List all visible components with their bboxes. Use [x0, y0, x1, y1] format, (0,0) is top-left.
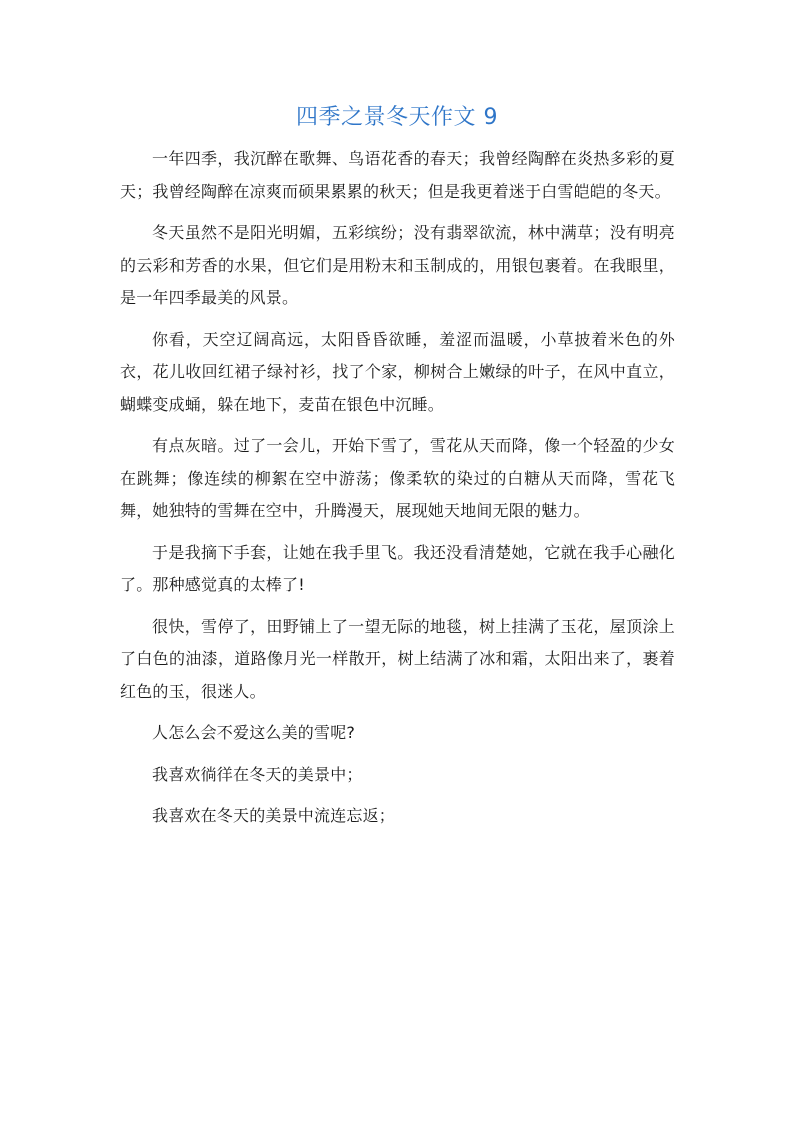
paragraph: 我喜欢徜徉在冬天的美景中； [152, 764, 363, 784]
paragraph: 一年四季，我沉醉在歌舞、鸟语花香的春天；我曾经陶醉在炎热多彩的夏天；我曾经陶醉在凉爽而硕果累累的秋天；但是我更着迷于白雪皑皑的冬天。 [120, 149, 675, 201]
document-body [120, 143, 675, 842]
paragraph: 有点灰暗。过了一会儿，开始下雪了，雪花从天而降，像一个轻盈的少女在跳舞；像连续的柳絮在空中游荡；像柔软的染过的白糖从天而降，雪花飞舞，她独特的雪舞在空中，升腾漫天，展现她天地间无限的魅力。 [120, 436, 675, 520]
paragraph: 我喜欢在冬天的美景中流连忘返； [152, 806, 396, 825]
paragraph: 很快，雪停了，田野铺上了一望无际的地毯，树上挂满了玉花，屋顶涂上了白色的油漆，道路像月光一样散开，树上结满了冰和霜，太阳出来了，裹着红色的玉，很迷人。 [120, 616, 675, 701]
paragraph: 于是我摘下手套，让她在我手里飞。我还没看清楚她，它就在我手心融化了。那种感觉真的太棒了! [120, 542, 675, 594]
paragraph: 人怎么会不爱这么美的雪呢? [152, 723, 356, 742]
document-title: 四季之景冬天作文 9 [296, 105, 498, 130]
paragraph: 冬天虽然不是阳光明媚，五彩缤纷；没有翡翠欲流，林中满草；没有明亮的云彩和芳香的水果，但它们是用粉末和玉制成的，用银包裹着。在我眼里，是一年四季最美的风景。 [120, 223, 675, 307]
paragraph: 你看，天空辽阔高远，太阳昏昏欲睡，羞涩而温暖，小草披着米色的外衣，花儿收回红裙子绿衬衫，找了个家，柳树合上嫩绿的叶子，在风中直立，蝴蝶变成蛹，躲在地下，麦苗在银色中沉睡。 [120, 329, 675, 414]
